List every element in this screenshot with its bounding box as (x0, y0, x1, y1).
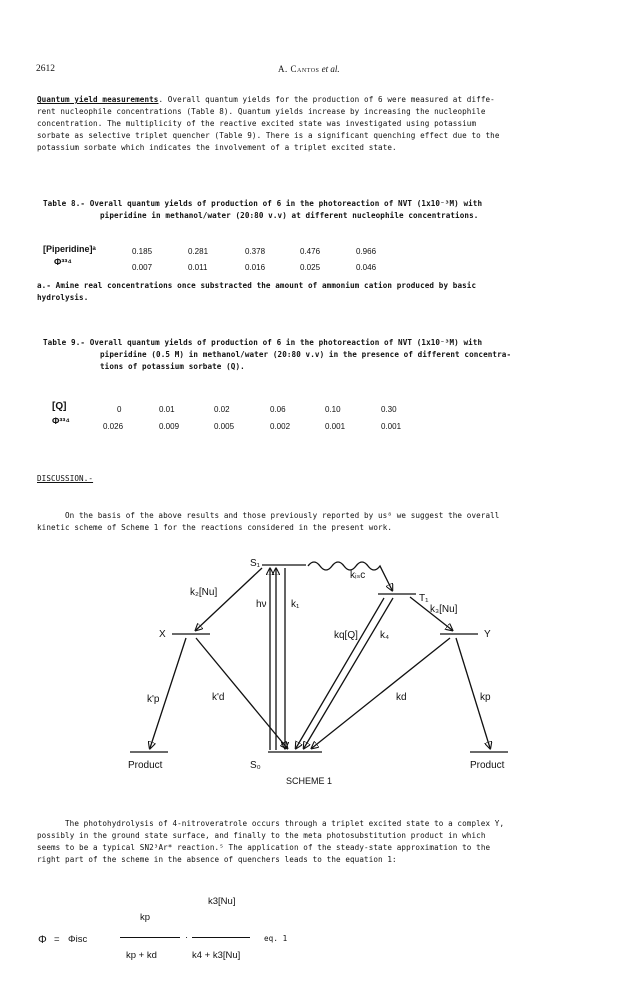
label-kisc: kᵢₛc (350, 570, 366, 581)
label-t1: T₁ (419, 593, 429, 604)
running-head-etal: et al. (321, 64, 340, 74)
table8-footnote-line1: a.- Amine real concentrations once substracted the amount of ammonium cation produced by basic (37, 281, 477, 290)
label-product-left: Product (128, 760, 163, 771)
table9-cell: 0.01 (159, 405, 175, 414)
table8-caption-line2: piperidine in methanol/water (20:80 v.v) at different nucleophile concentrations. (100, 211, 479, 220)
label-k3nu: k₃[Nu] (430, 604, 458, 615)
eq-dot: · (185, 932, 189, 943)
table9-cell: 0.02 (214, 405, 230, 414)
table9-cell: 0 (117, 405, 122, 414)
table8-cell: 0.476 (300, 247, 321, 256)
table9-cell: 0.002 (270, 422, 291, 431)
table8-row-label-piperidine: [Piperidine]ᵃ (43, 244, 96, 254)
table8-footnote-line2: hydrolysis. (37, 293, 89, 302)
label-k1: k₁ (291, 599, 300, 610)
quantum-line4: sorbate as selective triplet quencher (Table 9). There is a significant quenching effect due to the (37, 131, 500, 140)
eq-phi: Φ (38, 934, 47, 946)
quantum-paragraph (37, 94, 500, 154)
discussion-heading: DISCUSSION.- (37, 474, 94, 483)
table9-cell: 0.026 (103, 422, 124, 431)
label-k2nu: k₂[Nu] (190, 587, 218, 598)
table8-row-label-phi: Φ³³⁴ (54, 257, 72, 267)
table8-caption (43, 198, 482, 222)
table9-caption-line2: piperidine (0.5 M) in methanol/water (20:80 v.v) in the presence of different concentra- (100, 350, 512, 359)
label-k4: k₄ (380, 630, 390, 641)
label-hv: hν (256, 599, 267, 610)
quantum-line1: . Overall quantum yields for the production of 6 were measured at diffe- (158, 95, 495, 104)
table8-cell: 0.007 (132, 263, 153, 272)
table9-row-label-q: [Q] (52, 401, 67, 412)
quantum-line2: rent nucleophile concentrations (Table 8). Quantum yields increase by increasing the nucleophile (37, 107, 486, 116)
quantum-line5: potassium sorbate which indicates the involvement of a triplet excited state. (37, 143, 397, 152)
table8-caption-line1: Table 8.- Overall quantum yields of production of 6 in the photoreaction of NVT (1x10⁻³M) with (43, 199, 483, 208)
table9-row-label-phi: Φ³³⁴ (52, 416, 70, 426)
eq-fraction-bar-2 (192, 937, 250, 938)
table9-caption-line3: tions of potassium sorbate (Q). (100, 362, 245, 371)
label-kqq: kq[Q] (334, 630, 358, 641)
table9-cell: 0.009 (159, 422, 180, 431)
table9-caption-line1: Table 9.- Overall quantum yields of production of 6 in the photoreaction of NVT (1x10⁻³M) with (43, 338, 483, 347)
scheme-caption: SCHEME 1 (286, 776, 333, 786)
table9-cell: 0.10 (325, 405, 341, 414)
quantum-line3: concentration. The multiplicity of the reactive excited state was investigated using potassium (37, 119, 477, 128)
label-s0: S₀ (250, 760, 261, 771)
closing-paragraph (37, 818, 504, 866)
scheme-diagram (0, 540, 624, 800)
eq-phi-isc: Φisc (68, 934, 88, 945)
label-kp: kp (480, 692, 491, 703)
table8-cell: 0.011 (188, 263, 208, 272)
eq-label: eq. 1 (264, 934, 288, 943)
table8-cell: 0.378 (245, 247, 266, 256)
eq-num2: k3[Nu] (208, 896, 236, 907)
label-kdprime: k'd (212, 692, 225, 703)
quantum-heading: Quantum yield measurements (37, 95, 159, 104)
arrow-k4 (304, 598, 393, 748)
discussion-line1: On the basis of the above results and those previously reported by us⁸ we suggest the overall (65, 511, 500, 520)
table9-cell: 0.06 (270, 405, 286, 414)
running-head (278, 64, 340, 74)
table8-footnote (37, 280, 476, 304)
closing-line1: The photohydrolysis of 4-nitroveratrole occurs through a triplet excited state to a complex Y, (65, 819, 505, 828)
table8-cell: 0.281 (188, 247, 209, 256)
eq-num1: kp (140, 912, 151, 923)
closing-line4: right part of the scheme in the absence of quenchers leads to the equation 1: (37, 855, 397, 864)
label-x: X (159, 629, 166, 640)
table9-cell: 0.001 (325, 422, 346, 431)
table9-cell: 0.30 (381, 405, 397, 414)
arrow-k2 (196, 568, 262, 630)
label-product-right: Product (470, 760, 505, 771)
table8-cell: 0.046 (356, 263, 377, 272)
arrow-kd (312, 638, 450, 748)
table8-cell: 0.025 (300, 263, 321, 272)
discussion-paragraph (37, 510, 499, 534)
closing-line2: possibly in the ground state surface, and finally to the meta photosubstitution product in which (37, 831, 486, 840)
closing-line3: seems to be a typical SN2³Ar* reaction.⁵ The application of the steady-state approximation to the (37, 843, 491, 852)
table8-cell: 0.016 (245, 263, 266, 272)
table8-cell: 0.966 (356, 247, 377, 256)
running-head-author: A. Cantos (278, 64, 320, 74)
page-number: 2612 (36, 64, 55, 74)
arrow-kp-prime (150, 638, 186, 748)
label-s1: S₁ (250, 558, 261, 569)
eq-den1: kp + kd (126, 950, 157, 961)
label-y: Y (484, 629, 491, 640)
table8-cell: 0.185 (132, 247, 153, 256)
label-kpprime: k'p (147, 694, 160, 705)
arrow-kd-prime (196, 638, 287, 748)
table9-cell: 0.005 (214, 422, 235, 431)
eq-fraction-bar-1 (120, 937, 180, 938)
table9-caption (43, 337, 511, 373)
label-kd: kd (396, 692, 407, 703)
table9-cell: 0.001 (381, 422, 402, 431)
discussion-line2: kinetic scheme of Scheme 1 for the reactions considered in the present work. (37, 523, 393, 532)
eq-den2: k4 + k3[Nu] (192, 950, 241, 961)
eq-equals: = (54, 934, 60, 945)
